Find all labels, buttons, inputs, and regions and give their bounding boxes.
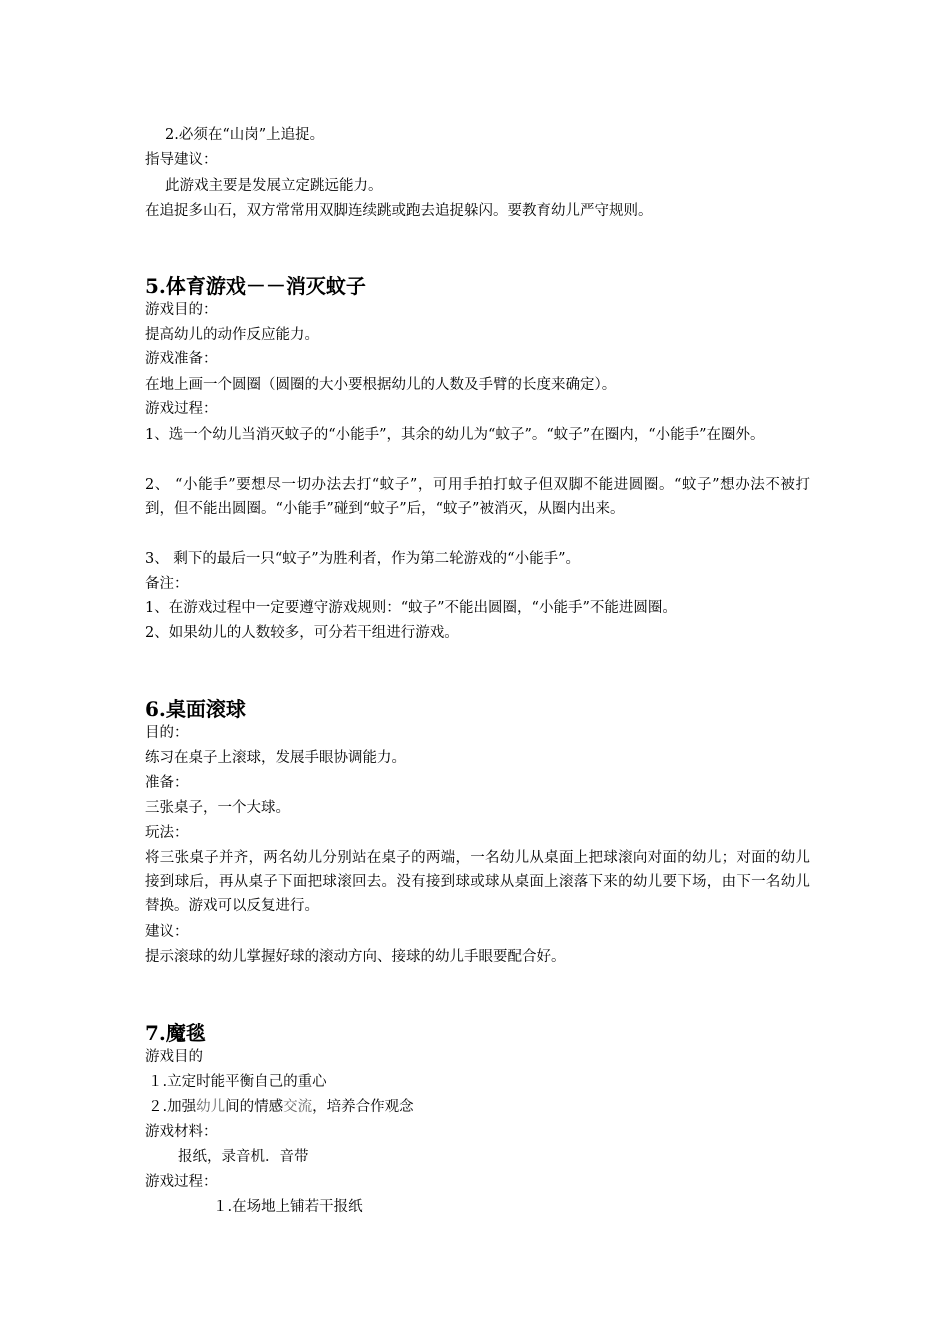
sec6-prep: 三张桌子，一个大球。 <box>145 800 290 816</box>
sec6-advice: 提示滚球的幼儿掌握好球的滚动方向、接球的幼儿手眼要配合好。 <box>145 949 566 965</box>
sec6-prep-label: 准备： <box>145 775 189 791</box>
sec7-proc-label: 游戏过程： <box>145 1174 218 1190</box>
sec7-step-1: １.在场地上铺若干报纸 <box>213 1199 363 1215</box>
sec7-material-label: 游戏材料： <box>145 1124 218 1140</box>
sec6-play-label: 玩法： <box>145 825 189 841</box>
sec6-play: 将三张桌子并齐，两名幼儿分别站在桌子的两端，一名幼儿从桌面上把球滚向对面的幼儿；对面的幼儿接到球后，再从桌子下面把球滚回去。没有接到球或球从桌面上滚落下来的幼儿要下场，由下一名幼儿替换。游戏可以反复进行。 <box>145 850 810 914</box>
section-6-heading: 6.桌面滚球 <box>145 697 246 721</box>
sec5-step-3: 3、 剩下的最后一只“蚊子”为胜利者，作为第二轮游戏的“小能手”。 <box>145 551 580 567</box>
sec7-goal-label: 游戏目的 <box>145 1049 203 1065</box>
goal2-part-b: 幼儿 <box>196 1099 226 1115</box>
guide-text-1: 此游戏主要是发展立定跳远能力。 <box>165 178 383 194</box>
sec5-proc-label: 游戏过程： <box>145 401 218 417</box>
sec5-goal-label: 游戏目的： <box>145 302 218 318</box>
sec5-goal: 提高幼儿的动作反应能力。 <box>145 327 319 343</box>
goal2-part-e: ，培养合作观念 <box>312 1099 414 1115</box>
goal2-part-a: ２.加强 <box>148 1099 197 1115</box>
sec7-goal-2 <box>148 1096 414 1118</box>
section-7-heading: 7.魔毯 <box>145 1021 206 1045</box>
sec6-goal: 练习在桌子上滚球，发展手眼协调能力。 <box>145 750 406 766</box>
sec6-advice-label: 建议： <box>145 924 189 940</box>
sec5-note-1: 1、在游戏过程中一定要遵守游戏规则：“蚊子”不能出圆圈，“小能手”不能进圆圈。 <box>145 600 677 616</box>
guide-text-2: 在追捉多山石，双方常常用双脚连续跳或跑去追捉躲闪。要教育幼儿严守规则。 <box>145 203 653 219</box>
sec5-note-label: 备注： <box>145 576 189 592</box>
goal2-part-d: 交流 <box>283 1099 313 1115</box>
sec7-goal-1: １.立定时能平衡自己的重心 <box>148 1074 327 1090</box>
sec5-note-2: 2、如果幼儿的人数较多，可分若干组进行游戏。 <box>145 625 459 641</box>
sec5-step-2: 2、 “小能手”要想尽一切办法去打“蚊子”，可用手拍打蚊子但双脚不能进圆圈。“蚊子”想办法不被打到，但不能出圆圈。“小能手”碰到“蚊子”后，“蚊子”被消灭，从圈内出来。 <box>145 477 810 517</box>
sec5-prep-label: 游戏准备： <box>145 351 218 367</box>
sec6-goal-label: 目的： <box>145 725 189 741</box>
goal2-part-c: 间的情感 <box>225 1099 284 1115</box>
section-5-heading: 5.体育游戏－－消灭蚊子 <box>145 274 366 298</box>
guide-label: 指导建议： <box>145 152 218 168</box>
sec5-prep: 在地上画一个圆圈（圆圈的大小要根据幼儿的人数及手臂的长度来确定）。 <box>145 377 617 393</box>
rule-2: 2.必须在“山岗”上追捉。 <box>165 127 325 143</box>
sec7-material: 报纸，录音机．音带 <box>178 1149 309 1165</box>
sec5-step-1: 1、选一个幼儿当消灭蚊子的“小能手”，其余的幼儿为“蚊子”。“蚊子”在圈内，“小能手”在圈外。 <box>145 427 765 443</box>
